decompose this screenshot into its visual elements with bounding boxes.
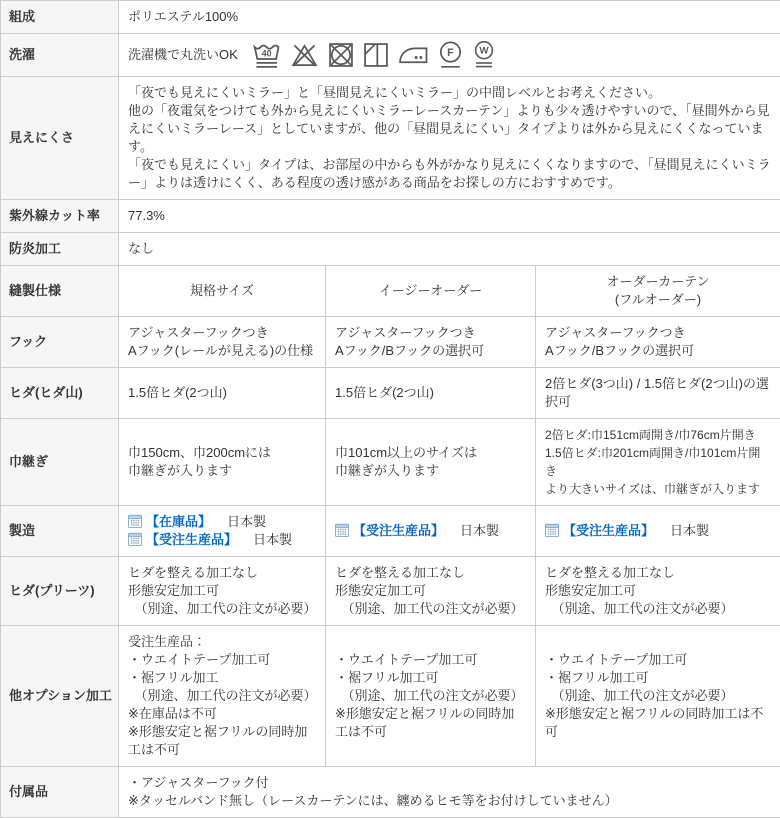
cell-line: 規格サイズ	[128, 282, 316, 300]
column-header-cell	[326, 266, 536, 317]
wet-clean-gentle-w-icon	[471, 41, 497, 69]
calendar-icon	[128, 514, 142, 528]
origin-label: 日本製	[227, 514, 266, 529]
origin-label: 日本製	[460, 523, 499, 538]
dry-clean-petroleum-f-icon	[437, 41, 464, 69]
spec-cell	[536, 419, 780, 506]
manufacture-item	[128, 531, 316, 549]
row-label: 付属品	[1, 767, 119, 818]
cell-line: ・ウエイトテープ加工可	[335, 651, 526, 669]
table-row	[1, 77, 780, 200]
wash-40-very-gentle-icon	[251, 41, 282, 69]
row-label: ヒダ(プリーツ)	[1, 557, 119, 626]
cell-line: ※在庫品は不可	[128, 705, 316, 723]
cell-line: 受注生産品：	[128, 633, 316, 651]
table-row	[1, 233, 780, 266]
svg-text:W: W	[479, 45, 489, 56]
spec-cell	[326, 317, 536, 368]
cell-line: ・ウエイトテープ加工可	[545, 651, 771, 669]
cell-line: 2倍ヒダ(3つ山) / 1.5倍ヒダ(2つ山)の選択可	[545, 375, 771, 411]
spec-cell	[119, 557, 326, 626]
cell-line: ヒダを整える加工なし	[335, 564, 526, 582]
origin-label: 日本製	[670, 523, 709, 538]
table-row	[1, 767, 780, 818]
table-row	[1, 557, 780, 626]
row-label: 製造	[1, 506, 119, 557]
svg-text:40: 40	[262, 48, 272, 58]
cell-line: Aフック/Bフックの選択可	[335, 342, 526, 360]
cell-line: より大きいサイズは、巾継ぎが入ります	[545, 480, 771, 498]
row-value: 77.3%	[119, 200, 780, 233]
row-value: なし	[119, 233, 780, 266]
spec-cell	[536, 557, 780, 626]
iron-medium-heat-icon	[397, 41, 430, 67]
spec-cell	[536, 317, 780, 368]
spec-cell	[119, 419, 326, 506]
manufacture-item	[335, 522, 526, 540]
table-row	[1, 1, 780, 34]
wash-cell	[119, 34, 780, 77]
do-not-tumble-dry-icon	[327, 41, 355, 69]
description-paragraph: 他の「夜電気をつけても外から見えにくいミラーレースカーテン」よりも少々透けやすいので、「昼間外から見えにくいミラーレース」としていますが、他の「昼間見えにくい」タイプよりは外から見えにくくなっています。	[128, 102, 771, 156]
wash-instructions	[128, 41, 771, 69]
spec-cell	[536, 368, 780, 419]
cell-line: 巾150cm、巾200cmには	[128, 444, 316, 462]
cell-line: イージーオーダー	[335, 282, 526, 300]
laundry-care-icons	[251, 41, 497, 69]
calendar-icon	[128, 532, 142, 546]
accessories-cell	[119, 767, 780, 818]
calendar-icon	[545, 523, 559, 537]
cell-line: （別途、加工代の注文が必要）	[545, 687, 771, 705]
table-row	[1, 317, 780, 368]
row-label: 防炎加工	[1, 233, 119, 266]
cell-line: ※形態安定と裾フリルの同時加工は不可	[545, 705, 771, 741]
wash-text: 洗濯機で丸洗いOK	[128, 46, 238, 64]
row-label: フック	[1, 317, 119, 368]
table-row	[1, 368, 780, 419]
row-label: 巾継ぎ	[1, 419, 119, 506]
spec-cell	[536, 626, 780, 767]
cell-line: アジャスターフックつき	[335, 324, 526, 342]
cell-line: 形態安定加工可	[545, 582, 771, 600]
cell-line: （別途、加工代の注文が必要）	[335, 600, 526, 618]
row-label: 縫製仕様	[1, 266, 119, 317]
manufacture-cell	[326, 506, 536, 557]
spec-cell	[326, 626, 536, 767]
table-row	[1, 506, 780, 557]
row-label: 洗濯	[1, 34, 119, 77]
cell-line: ・裾フリル加工	[128, 669, 316, 687]
row-label: 紫外線カット率	[1, 200, 119, 233]
cell-line: ・裾フリル加工可	[545, 669, 771, 687]
spec-table-body	[1, 1, 780, 818]
column-header-cell	[536, 266, 780, 317]
do-not-bleach-icon	[289, 41, 320, 69]
cell-line: ・裾フリル加工可	[335, 669, 526, 687]
cell-line: 形態安定加工可	[128, 582, 316, 600]
origin-label: 日本製	[253, 532, 292, 547]
cell-line: ※形態安定と裾フリルの同時加工は不可	[335, 705, 526, 741]
cell-line: Aフック(レールが見える)の仕様	[128, 342, 316, 360]
cell-line: ヒダを整える加工なし	[128, 564, 316, 582]
table-row	[1, 34, 780, 77]
spec-cell	[119, 368, 326, 419]
description-paragraph: 「夜でも見えにくい」タイプは、お部屋の中からも外がかなり見えにくくなりますので、「昼間見えにくいミラー」よりは透けにくく、ある程度の透け感がある商品をお探しの方におすすめです。	[128, 156, 771, 192]
description-paragraph: 「夜でも見えにくいミラー」と「昼間見えにくいミラー」の中間レベルとお考えください。	[128, 84, 771, 102]
spec-cell	[119, 317, 326, 368]
cell-line: 1.5倍ヒダ(2つ山)	[335, 384, 526, 402]
cell-line: オーダーカーテン	[545, 273, 771, 291]
table-row	[1, 419, 780, 506]
cell-line: アジャスターフックつき	[545, 324, 771, 342]
cell-line: （別途、加工代の注文が必要）	[128, 600, 316, 618]
cell-line: ・アジャスターフック付	[128, 774, 771, 792]
cell-line: 1.5倍ヒダ(2つ山)	[128, 384, 316, 402]
cell-line: アジャスターフックつき	[128, 324, 316, 342]
product-type-tag: 【受注生産品】	[563, 523, 654, 538]
manufacture-item	[128, 513, 316, 531]
cell-line: (フルオーダー)	[545, 291, 771, 309]
manufacture-cell	[536, 506, 780, 557]
table-row	[1, 200, 780, 233]
cell-line: 形態安定加工可	[335, 582, 526, 600]
svg-text:F: F	[447, 47, 454, 59]
cell-line: ※形態安定と裾フリルの同時加工は不可	[128, 723, 316, 759]
manufacture-cell	[119, 506, 326, 557]
cell-line: Aフック/Bフックの選択可	[545, 342, 771, 360]
row-label: 見えにくさ	[1, 77, 119, 200]
product-type-tag: 【在庫品】	[146, 514, 211, 529]
cell-line: 1.5倍ヒダ:巾201cm両開き/巾101cm片開き	[545, 444, 771, 480]
cell-line: 巾継ぎが入ります	[128, 462, 316, 480]
table-row	[1, 626, 780, 767]
calendar-icon	[335, 523, 349, 537]
row-label: 他オプション加工	[1, 626, 119, 767]
product-type-tag: 【受注生産品】	[146, 532, 237, 547]
cell-line: ・ウエイトテープ加工可	[128, 651, 316, 669]
spec-cell	[119, 626, 326, 767]
row-label: 組成	[1, 1, 119, 34]
cell-line: ヒダを整える加工なし	[545, 564, 771, 582]
spec-cell	[326, 419, 536, 506]
cell-line: （別途、加工代の注文が必要）	[545, 600, 771, 618]
cell-line: （別途、加工代の注文が必要）	[335, 687, 526, 705]
cell-line: 2倍ヒダ:巾151cm両開き/巾76cm片開き	[545, 426, 771, 444]
cell-line: 巾101cm以上のサイズは	[335, 444, 526, 462]
spec-cell	[326, 368, 536, 419]
description-cell	[119, 77, 780, 200]
cell-line: （別途、加工代の注文が必要）	[128, 687, 316, 705]
cell-line: ※タッセルバンド無し（レースカーテンには、纏めるヒモ等をお付けしていません）	[128, 792, 771, 810]
product-type-tag: 【受注生産品】	[353, 523, 444, 538]
shade-hang-dry-icon	[362, 41, 390, 69]
manufacture-item	[545, 522, 771, 540]
table-row	[1, 266, 780, 317]
row-label: ヒダ(ヒダ山)	[1, 368, 119, 419]
column-header-cell	[119, 266, 326, 317]
spec-cell	[326, 557, 536, 626]
row-value: ポリエステル100%	[119, 1, 780, 34]
cell-line: 巾継ぎが入ります	[335, 462, 526, 480]
